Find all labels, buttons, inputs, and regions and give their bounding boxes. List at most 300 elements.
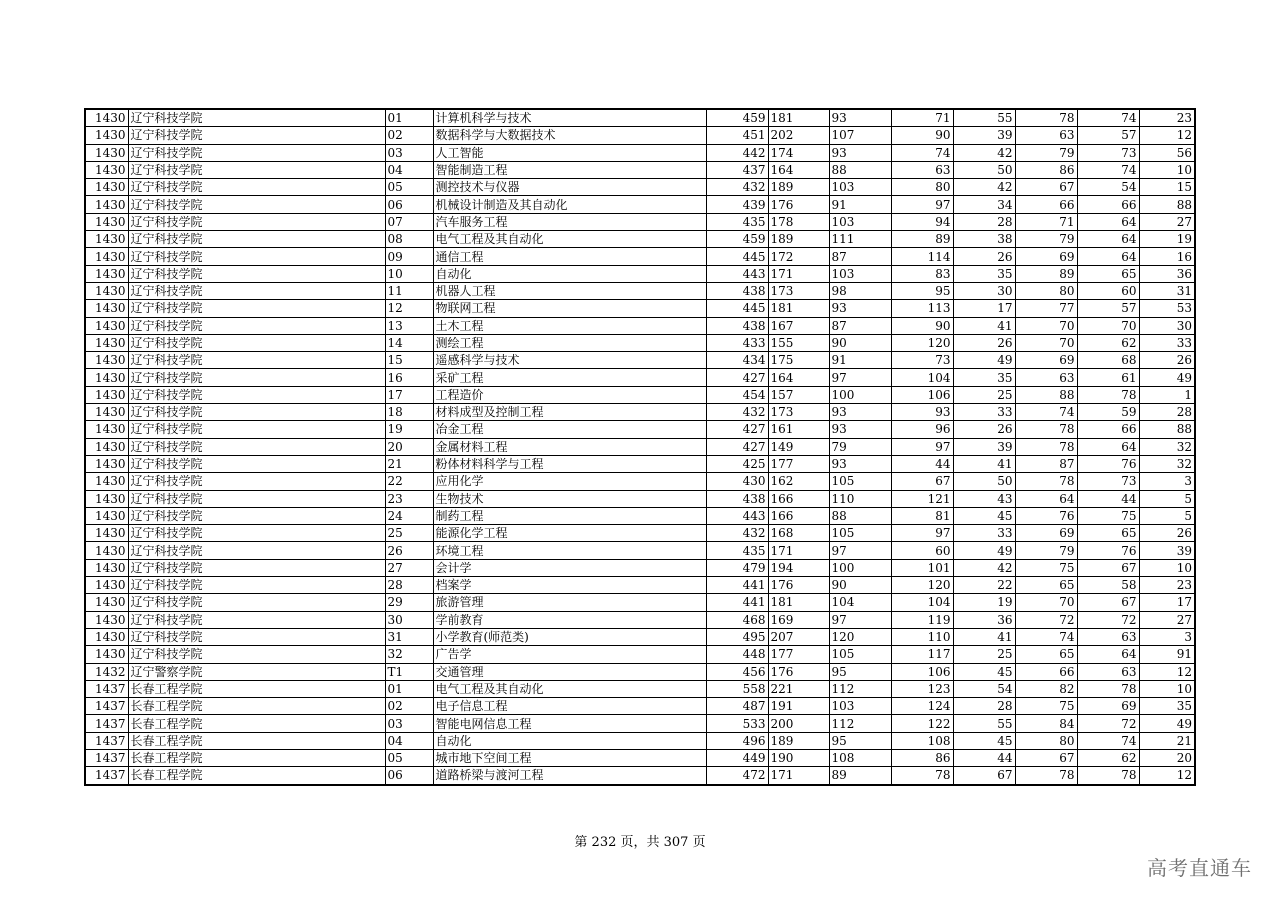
cell-total-score: 443 xyxy=(706,265,768,282)
cell-score-col-5: 50 xyxy=(953,473,1015,490)
cell-total-score: 427 xyxy=(706,421,768,438)
cell-major-code: 32 xyxy=(385,646,433,663)
cell-score-col-7: 62 xyxy=(1077,749,1139,766)
cell-score-col-3: 111 xyxy=(829,231,891,248)
cell-score-col-5: 41 xyxy=(953,317,1015,334)
table-row xyxy=(85,127,1195,144)
cell-major-name: 数据科学与大数据技术 xyxy=(433,127,706,144)
cell-score-col-4: 120 xyxy=(891,577,953,594)
cell-score-col-8: 15 xyxy=(1139,179,1195,196)
cell-score-col-5: 54 xyxy=(953,680,1015,697)
cell-major-code: 23 xyxy=(385,490,433,507)
cell-score-col-2: 164 xyxy=(768,369,829,386)
cell-major-name: 机器人工程 xyxy=(433,282,706,299)
cell-score-col-4: 121 xyxy=(891,490,953,507)
cell-score-col-6: 63 xyxy=(1015,127,1077,144)
cell-school-code: 1437 xyxy=(85,715,128,732)
cell-school-code: 1430 xyxy=(85,559,128,576)
cell-total-score: 427 xyxy=(706,438,768,455)
cell-total-score: 441 xyxy=(706,594,768,611)
cell-total-score: 438 xyxy=(706,282,768,299)
cell-score-col-6: 78 xyxy=(1015,421,1077,438)
cell-major-name: 自动化 xyxy=(433,265,706,282)
cell-school-code: 1430 xyxy=(85,421,128,438)
cell-school-code: 1430 xyxy=(85,369,128,386)
cell-score-col-3: 87 xyxy=(829,317,891,334)
cell-major-code: 03 xyxy=(385,715,433,732)
cell-total-score: 454 xyxy=(706,386,768,403)
cell-score-col-2: 177 xyxy=(768,646,829,663)
cell-school-code: 1430 xyxy=(85,231,128,248)
cell-score-col-5: 36 xyxy=(953,611,1015,628)
cell-score-col-8: 10 xyxy=(1139,559,1195,576)
cell-score-col-8: 10 xyxy=(1139,680,1195,697)
cell-score-col-3: 95 xyxy=(829,663,891,680)
cell-school-name: 长春工程学院 xyxy=(128,715,385,732)
cell-major-code: 18 xyxy=(385,404,433,421)
cell-total-score: 427 xyxy=(706,369,768,386)
cell-score-col-6: 64 xyxy=(1015,490,1077,507)
cell-score-col-6: 69 xyxy=(1015,248,1077,265)
cell-score-col-8: 49 xyxy=(1139,369,1195,386)
cell-school-code: 1430 xyxy=(85,161,128,178)
cell-score-col-3: 98 xyxy=(829,282,891,299)
cell-total-score: 449 xyxy=(706,749,768,766)
cell-total-score: 438 xyxy=(706,490,768,507)
table-row xyxy=(85,542,1195,559)
cell-score-col-3: 97 xyxy=(829,542,891,559)
cell-total-score: 448 xyxy=(706,646,768,663)
cell-score-col-6: 89 xyxy=(1015,265,1077,282)
cell-school-name: 辽宁科技学院 xyxy=(128,213,385,230)
cell-score-col-8: 26 xyxy=(1139,525,1195,542)
cell-major-name: 城市地下空间工程 xyxy=(433,749,706,766)
cell-score-col-6: 88 xyxy=(1015,386,1077,403)
cell-score-col-8: 12 xyxy=(1139,663,1195,680)
cell-score-col-2: 181 xyxy=(768,594,829,611)
cell-school-name: 长春工程学院 xyxy=(128,767,385,785)
cell-school-code: 1437 xyxy=(85,767,128,785)
cell-score-col-7: 67 xyxy=(1077,594,1139,611)
cell-school-code: 1430 xyxy=(85,490,128,507)
cell-score-col-3: 89 xyxy=(829,767,891,785)
cell-school-code: 1437 xyxy=(85,749,128,766)
cell-major-name: 能源化学工程 xyxy=(433,525,706,542)
cell-school-code: 1430 xyxy=(85,282,128,299)
cell-score-col-5: 26 xyxy=(953,248,1015,265)
cell-score-col-4: 63 xyxy=(891,161,953,178)
cell-total-score: 443 xyxy=(706,507,768,524)
cell-score-col-5: 42 xyxy=(953,179,1015,196)
cell-total-score: 459 xyxy=(706,109,768,127)
cell-score-col-2: 176 xyxy=(768,196,829,213)
cell-major-code: 15 xyxy=(385,352,433,369)
cell-major-name: 物联网工程 xyxy=(433,300,706,317)
cell-score-col-3: 105 xyxy=(829,646,891,663)
cell-school-name: 辽宁警察学院 xyxy=(128,663,385,680)
cell-major-code: 27 xyxy=(385,559,433,576)
cell-school-code: 1430 xyxy=(85,300,128,317)
cell-score-col-2: 176 xyxy=(768,577,829,594)
cell-score-col-5: 49 xyxy=(953,352,1015,369)
table-row xyxy=(85,196,1195,213)
cell-school-code: 1430 xyxy=(85,127,128,144)
cell-score-col-8: 23 xyxy=(1139,577,1195,594)
cell-school-name: 辽宁科技学院 xyxy=(128,404,385,421)
cell-score-col-2: 157 xyxy=(768,386,829,403)
cell-major-code: 31 xyxy=(385,628,433,645)
cell-school-name: 辽宁科技学院 xyxy=(128,386,385,403)
cell-score-col-8: 12 xyxy=(1139,127,1195,144)
cell-major-name: 汽车服务工程 xyxy=(433,213,706,230)
cell-major-name: 人工智能 xyxy=(433,144,706,161)
cell-score-col-2: 149 xyxy=(768,438,829,455)
cell-school-name: 辽宁科技学院 xyxy=(128,455,385,472)
cell-score-col-8: 5 xyxy=(1139,490,1195,507)
cell-school-name: 辽宁科技学院 xyxy=(128,628,385,645)
cell-score-col-2: 190 xyxy=(768,749,829,766)
cell-major-name: 环境工程 xyxy=(433,542,706,559)
cell-major-code: T1 xyxy=(385,663,433,680)
cell-score-col-8: 27 xyxy=(1139,213,1195,230)
cell-score-col-7: 72 xyxy=(1077,715,1139,732)
cell-score-col-5: 35 xyxy=(953,369,1015,386)
cell-total-score: 496 xyxy=(706,732,768,749)
cell-score-col-3: 103 xyxy=(829,179,891,196)
cell-score-col-6: 75 xyxy=(1015,698,1077,715)
cell-score-col-6: 74 xyxy=(1015,404,1077,421)
table-row xyxy=(85,352,1195,369)
table-row xyxy=(85,369,1195,386)
cell-score-col-6: 67 xyxy=(1015,749,1077,766)
cell-major-code: 01 xyxy=(385,109,433,127)
cell-school-code: 1430 xyxy=(85,594,128,611)
cell-score-col-8: 5 xyxy=(1139,507,1195,524)
cell-score-col-6: 86 xyxy=(1015,161,1077,178)
cell-total-score: 432 xyxy=(706,525,768,542)
cell-score-col-5: 41 xyxy=(953,455,1015,472)
cell-score-col-5: 25 xyxy=(953,386,1015,403)
cell-score-col-4: 106 xyxy=(891,663,953,680)
cell-major-code: 04 xyxy=(385,732,433,749)
cell-score-col-6: 71 xyxy=(1015,213,1077,230)
cell-score-col-4: 83 xyxy=(891,265,953,282)
cell-school-name: 辽宁科技学院 xyxy=(128,334,385,351)
cell-score-col-4: 97 xyxy=(891,438,953,455)
cell-school-code: 1430 xyxy=(85,317,128,334)
cell-major-name: 电子信息工程 xyxy=(433,698,706,715)
cell-score-col-6: 79 xyxy=(1015,231,1077,248)
cell-score-col-4: 122 xyxy=(891,715,953,732)
cell-total-score: 432 xyxy=(706,179,768,196)
cell-score-col-4: 94 xyxy=(891,213,953,230)
cell-score-col-3: 91 xyxy=(829,352,891,369)
cell-total-score: 435 xyxy=(706,213,768,230)
cell-score-col-8: 3 xyxy=(1139,473,1195,490)
cell-school-name: 辽宁科技学院 xyxy=(128,317,385,334)
cell-score-col-8: 28 xyxy=(1139,404,1195,421)
cell-score-col-2: 171 xyxy=(768,767,829,785)
cell-score-col-6: 87 xyxy=(1015,455,1077,472)
cell-score-col-7: 74 xyxy=(1077,161,1139,178)
table-row xyxy=(85,490,1195,507)
cell-score-col-8: 53 xyxy=(1139,300,1195,317)
cell-score-col-2: 168 xyxy=(768,525,829,542)
cell-school-code: 1430 xyxy=(85,248,128,265)
table-row xyxy=(85,231,1195,248)
cell-score-col-7: 54 xyxy=(1077,179,1139,196)
cell-major-code: 04 xyxy=(385,161,433,178)
cell-score-col-5: 45 xyxy=(953,507,1015,524)
cell-major-name: 广告学 xyxy=(433,646,706,663)
table-row xyxy=(85,646,1195,663)
cell-school-code: 1430 xyxy=(85,438,128,455)
cell-score-col-6: 66 xyxy=(1015,663,1077,680)
cell-total-score: 425 xyxy=(706,455,768,472)
table-row xyxy=(85,767,1195,785)
cell-major-code: 16 xyxy=(385,369,433,386)
table-body xyxy=(85,109,1195,785)
cell-total-score: 435 xyxy=(706,542,768,559)
cell-score-col-3: 110 xyxy=(829,490,891,507)
cell-major-name: 机械设计制造及其自动化 xyxy=(433,196,706,213)
cell-score-col-6: 76 xyxy=(1015,507,1077,524)
cell-school-name: 辽宁科技学院 xyxy=(128,127,385,144)
cell-score-col-2: 191 xyxy=(768,698,829,715)
cell-score-col-2: 189 xyxy=(768,179,829,196)
cell-score-col-6: 65 xyxy=(1015,577,1077,594)
cell-score-col-8: 88 xyxy=(1139,196,1195,213)
cell-score-col-5: 45 xyxy=(953,732,1015,749)
cell-major-name: 测控技术与仪器 xyxy=(433,179,706,196)
cell-major-code: 13 xyxy=(385,317,433,334)
cell-school-code: 1430 xyxy=(85,334,128,351)
cell-school-code: 1430 xyxy=(85,213,128,230)
table-row xyxy=(85,577,1195,594)
cell-score-col-5: 45 xyxy=(953,663,1015,680)
cell-school-name: 辽宁科技学院 xyxy=(128,507,385,524)
cell-score-col-5: 39 xyxy=(953,438,1015,455)
cell-score-col-4: 108 xyxy=(891,732,953,749)
cell-score-col-7: 65 xyxy=(1077,525,1139,542)
cell-score-col-7: 74 xyxy=(1077,109,1139,127)
cell-school-name: 辽宁科技学院 xyxy=(128,352,385,369)
cell-school-name: 辽宁科技学院 xyxy=(128,231,385,248)
cell-score-col-7: 65 xyxy=(1077,265,1139,282)
cell-major-code: 20 xyxy=(385,438,433,455)
cell-major-name: 遥感科学与技术 xyxy=(433,352,706,369)
cell-major-code: 06 xyxy=(385,767,433,785)
cell-major-code: 30 xyxy=(385,611,433,628)
cell-score-col-3: 103 xyxy=(829,265,891,282)
cell-score-col-8: 17 xyxy=(1139,594,1195,611)
cell-score-col-2: 173 xyxy=(768,282,829,299)
cell-score-col-8: 1 xyxy=(1139,386,1195,403)
cell-score-col-2: 221 xyxy=(768,680,829,697)
cell-school-code: 1430 xyxy=(85,352,128,369)
table-row xyxy=(85,611,1195,628)
cell-major-code: 21 xyxy=(385,455,433,472)
table-row xyxy=(85,265,1195,282)
cell-score-col-3: 107 xyxy=(829,127,891,144)
cell-score-col-4: 90 xyxy=(891,127,953,144)
cell-score-col-6: 82 xyxy=(1015,680,1077,697)
cell-score-col-8: 31 xyxy=(1139,282,1195,299)
cell-school-name: 长春工程学院 xyxy=(128,732,385,749)
cell-major-name: 金属材料工程 xyxy=(433,438,706,455)
cell-score-col-4: 67 xyxy=(891,473,953,490)
cell-score-col-6: 80 xyxy=(1015,732,1077,749)
cell-score-col-6: 77 xyxy=(1015,300,1077,317)
cell-score-col-6: 80 xyxy=(1015,282,1077,299)
cell-score-col-3: 93 xyxy=(829,455,891,472)
cell-score-col-4: 44 xyxy=(891,455,953,472)
cell-score-col-6: 78 xyxy=(1015,438,1077,455)
cell-score-col-4: 73 xyxy=(891,352,953,369)
table-row xyxy=(85,161,1195,178)
cell-score-col-3: 97 xyxy=(829,369,891,386)
cell-score-col-2: 166 xyxy=(768,490,829,507)
cell-score-col-6: 79 xyxy=(1015,542,1077,559)
cell-score-col-7: 78 xyxy=(1077,386,1139,403)
table-row xyxy=(85,404,1195,421)
cell-score-col-7: 73 xyxy=(1077,144,1139,161)
cell-score-col-3: 103 xyxy=(829,213,891,230)
cell-score-col-3: 100 xyxy=(829,559,891,576)
cell-major-code: 28 xyxy=(385,577,433,594)
cell-score-col-7: 64 xyxy=(1077,231,1139,248)
cell-major-code: 02 xyxy=(385,127,433,144)
table-row xyxy=(85,144,1195,161)
cell-score-col-2: 172 xyxy=(768,248,829,265)
cell-school-name: 辽宁科技学院 xyxy=(128,525,385,542)
cell-score-col-8: 27 xyxy=(1139,611,1195,628)
cell-score-col-4: 117 xyxy=(891,646,953,663)
cell-major-name: 粉体材料科学与工程 xyxy=(433,455,706,472)
cell-school-name: 辽宁科技学院 xyxy=(128,282,385,299)
cell-score-col-4: 124 xyxy=(891,698,953,715)
cell-school-code: 1430 xyxy=(85,455,128,472)
table-row xyxy=(85,421,1195,438)
cell-school-code: 1430 xyxy=(85,542,128,559)
cell-score-col-7: 57 xyxy=(1077,300,1139,317)
cell-school-name: 辽宁科技学院 xyxy=(128,109,385,127)
cell-score-col-3: 97 xyxy=(829,611,891,628)
cell-school-code: 1430 xyxy=(85,196,128,213)
cell-score-col-4: 86 xyxy=(891,749,953,766)
cell-score-col-6: 84 xyxy=(1015,715,1077,732)
cell-score-col-3: 93 xyxy=(829,421,891,438)
cell-score-col-2: 167 xyxy=(768,317,829,334)
cell-score-col-7: 78 xyxy=(1077,680,1139,697)
cell-score-col-6: 69 xyxy=(1015,525,1077,542)
cell-school-name: 辽宁科技学院 xyxy=(128,161,385,178)
cell-major-name: 学前教育 xyxy=(433,611,706,628)
cell-major-code: 29 xyxy=(385,594,433,611)
table-row xyxy=(85,455,1195,472)
cell-score-col-4: 104 xyxy=(891,594,953,611)
table-row xyxy=(85,282,1195,299)
cell-major-name: 应用化学 xyxy=(433,473,706,490)
cell-score-col-3: 95 xyxy=(829,732,891,749)
cell-score-col-4: 60 xyxy=(891,542,953,559)
cell-score-col-2: 194 xyxy=(768,559,829,576)
cell-score-col-5: 35 xyxy=(953,265,1015,282)
cell-total-score: 472 xyxy=(706,767,768,785)
cell-school-code: 1430 xyxy=(85,507,128,524)
cell-score-col-3: 108 xyxy=(829,749,891,766)
cell-score-col-4: 93 xyxy=(891,404,953,421)
table-row xyxy=(85,749,1195,766)
cell-school-code: 1430 xyxy=(85,404,128,421)
cell-score-col-7: 59 xyxy=(1077,404,1139,421)
cell-score-col-5: 25 xyxy=(953,646,1015,663)
cell-score-col-6: 75 xyxy=(1015,559,1077,576)
cell-score-col-5: 67 xyxy=(953,767,1015,785)
cell-score-col-2: 178 xyxy=(768,213,829,230)
table-row xyxy=(85,663,1195,680)
cell-score-col-7: 74 xyxy=(1077,732,1139,749)
cell-school-code: 1430 xyxy=(85,577,128,594)
cell-score-col-3: 120 xyxy=(829,628,891,645)
cell-total-score: 459 xyxy=(706,231,768,248)
cell-score-col-7: 64 xyxy=(1077,438,1139,455)
cell-score-col-3: 91 xyxy=(829,196,891,213)
cell-score-col-5: 28 xyxy=(953,698,1015,715)
cell-score-col-3: 93 xyxy=(829,144,891,161)
cell-score-col-2: 166 xyxy=(768,507,829,524)
cell-total-score: 430 xyxy=(706,473,768,490)
cell-score-col-3: 93 xyxy=(829,109,891,127)
cell-score-col-8: 16 xyxy=(1139,248,1195,265)
cell-total-score: 456 xyxy=(706,663,768,680)
cell-score-col-4: 97 xyxy=(891,525,953,542)
cell-school-code: 1430 xyxy=(85,525,128,542)
cell-score-col-2: 202 xyxy=(768,127,829,144)
cell-major-code: 12 xyxy=(385,300,433,317)
cell-school-name: 长春工程学院 xyxy=(128,698,385,715)
cell-major-code: 19 xyxy=(385,421,433,438)
cell-score-col-4: 123 xyxy=(891,680,953,697)
cell-score-col-5: 34 xyxy=(953,196,1015,213)
cell-school-name: 辽宁科技学院 xyxy=(128,248,385,265)
cell-school-name: 辽宁科技学院 xyxy=(128,265,385,282)
cell-school-code: 1430 xyxy=(85,386,128,403)
cell-major-code: 10 xyxy=(385,265,433,282)
cell-score-col-3: 87 xyxy=(829,248,891,265)
cell-school-code: 1430 xyxy=(85,109,128,127)
cell-major-name: 会计学 xyxy=(433,559,706,576)
cell-score-col-6: 70 xyxy=(1015,334,1077,351)
cell-score-col-2: 176 xyxy=(768,663,829,680)
cell-major-code: 24 xyxy=(385,507,433,524)
cell-school-code: 1430 xyxy=(85,628,128,645)
cell-score-col-2: 189 xyxy=(768,732,829,749)
table-row xyxy=(85,594,1195,611)
cell-score-col-4: 113 xyxy=(891,300,953,317)
cell-score-col-8: 32 xyxy=(1139,455,1195,472)
cell-score-col-2: 162 xyxy=(768,473,829,490)
cell-school-code: 1437 xyxy=(85,698,128,715)
cell-major-name: 材料成型及控制工程 xyxy=(433,404,706,421)
cell-total-score: 479 xyxy=(706,559,768,576)
cell-score-col-4: 90 xyxy=(891,317,953,334)
cell-major-code: 09 xyxy=(385,248,433,265)
table-row xyxy=(85,213,1195,230)
cell-score-col-6: 74 xyxy=(1015,628,1077,645)
cell-score-col-5: 55 xyxy=(953,715,1015,732)
cell-major-code: 06 xyxy=(385,196,433,213)
